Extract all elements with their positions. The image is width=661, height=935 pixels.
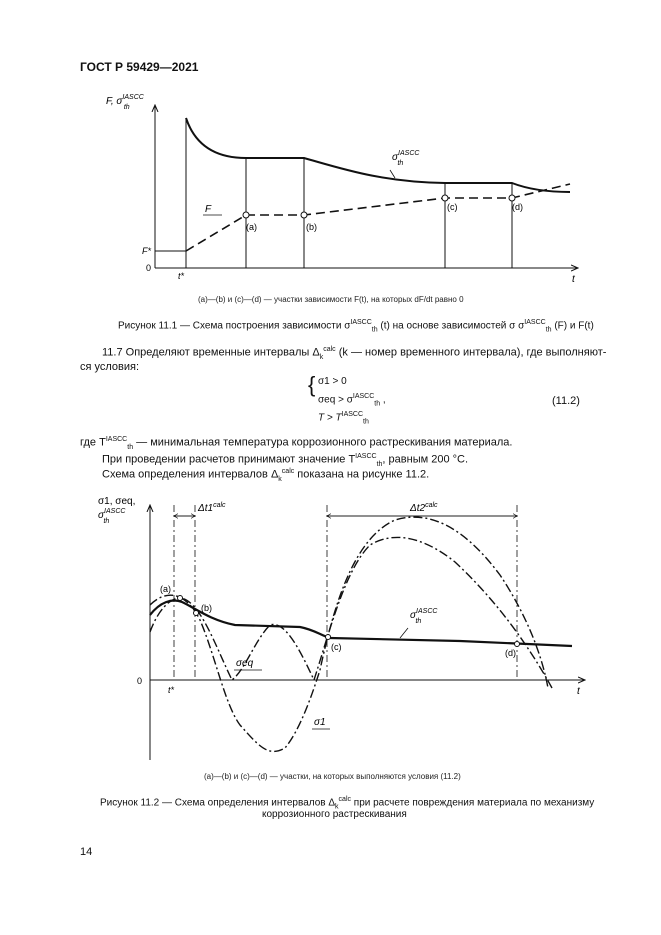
- fig2-label-c: (c): [331, 642, 342, 652]
- page-number: 14: [80, 846, 93, 858]
- document-header: ГОСТ Р 59429—2021: [80, 60, 199, 74]
- cond-1: σ1 > 0: [318, 376, 347, 387]
- fig2-tstar: t*: [168, 685, 175, 695]
- para-2: При проведении расчетов принимают значение $T^{IASCC}_{th}$, равным 200 °C.: [102, 453, 469, 468]
- fig2-note: (a)—(b) и (c)—(d) — участки, на которых выполняются условия (11.2): [204, 772, 461, 781]
- brace: {: [308, 372, 316, 397]
- fig1-point-b: [301, 212, 307, 218]
- fig2-sigma-th-label: $\sigma^{IASCC}$ th: [410, 608, 438, 625]
- fig1-fstar: F*: [142, 246, 151, 256]
- fig2-point-c: [326, 635, 331, 640]
- fig2-sigma-1-curve: [150, 517, 548, 751]
- fig2-sigma-eq-label: σeq: [236, 658, 254, 669]
- fig1-sigma-label: $\sigma^{IASCC}$ th: [392, 150, 420, 167]
- fig2-caption-line1: Рисунок 11.2 — Схема определения интервалов $\Delta_k^{calc}$ при расчете повреждения материала по механизму: [100, 796, 595, 811]
- fig1-tstar: t*: [178, 271, 185, 281]
- fig1-x-label: t: [572, 274, 575, 285]
- fig1-label-c: (c): [447, 202, 458, 212]
- fig1-point-a: [243, 212, 249, 218]
- para-3: Схема определения интервалов $\Delta_k^{calc}$ показана на рисунке 11.2.: [102, 468, 430, 483]
- fig1-note: (a)—(b) и (c)—(d) — участки зависимости F(t), на которых dF/dt равно 0: [198, 295, 464, 304]
- figure-11-1: [0, 0, 661, 300]
- fig2-caption-line2: коррозионного растрескивания: [262, 809, 407, 820]
- fig1-label-b: (b): [306, 222, 317, 232]
- fig1-point-d: [509, 195, 515, 201]
- cond-2: $\sigma eq > \sigma^{IASCC}_{th}$ ,: [318, 393, 386, 408]
- fig2-label-d: (d): [505, 648, 516, 658]
- fig2-point-d: [515, 642, 520, 647]
- fig1-point-c: [442, 195, 448, 201]
- fig2-point-a: [178, 596, 183, 601]
- eq-number: (11.2): [552, 395, 580, 407]
- fig2-x-label: t: [577, 686, 580, 697]
- cond-3: $T > T^{IASCC}_{th}$: [318, 411, 369, 426]
- fig1-origin: 0: [146, 263, 152, 273]
- fig1-y-label: F, $\sigma^{IASCC}$ th: [106, 94, 144, 111]
- fig2-label-a: (a): [160, 584, 171, 594]
- fig2-origin: 0: [137, 676, 143, 686]
- para-11-7-line2: ся условия:: [80, 361, 140, 373]
- fig2-y-label-2: $\sigma^{IASCC}$ th: [98, 508, 126, 525]
- fig1-sigma-curve: [186, 118, 570, 192]
- fig2-y-label-1: σ1, σeq,: [98, 496, 136, 507]
- fig2-dt2-label: $\Delta t2^{calc}$: [410, 502, 438, 514]
- figure-11-2: [0, 480, 661, 770]
- where-line: где $T^{IASCC}_{th}$ — минимальная температура коррозионного растрескивания материала.: [80, 436, 513, 451]
- para-11-7-line1: 11.7 Определяют временные интервалы $\Delta_k^{calc}$ (k — номер временного интервала), где выполняют-: [102, 346, 607, 361]
- fig1-F-label: F: [205, 204, 212, 215]
- fig1-caption: Рисунок 11.1 — Схема построения зависимости $\sigma^{IASCC}_{th}$ (t) на основе зависимостей σ $\sigma^{IASCC}_{th}$ (F) и F(t): [118, 319, 594, 334]
- fig2-dt1-label: $\Delta t1^{calc}$: [198, 502, 226, 514]
- fig1-label-d: (d): [512, 202, 523, 212]
- fig2-sigma-1-label: σ1: [314, 717, 326, 728]
- fig2-point-b: [194, 611, 199, 616]
- fig2-label-b: (b): [201, 603, 212, 613]
- fig1-label-a: (a): [246, 222, 257, 232]
